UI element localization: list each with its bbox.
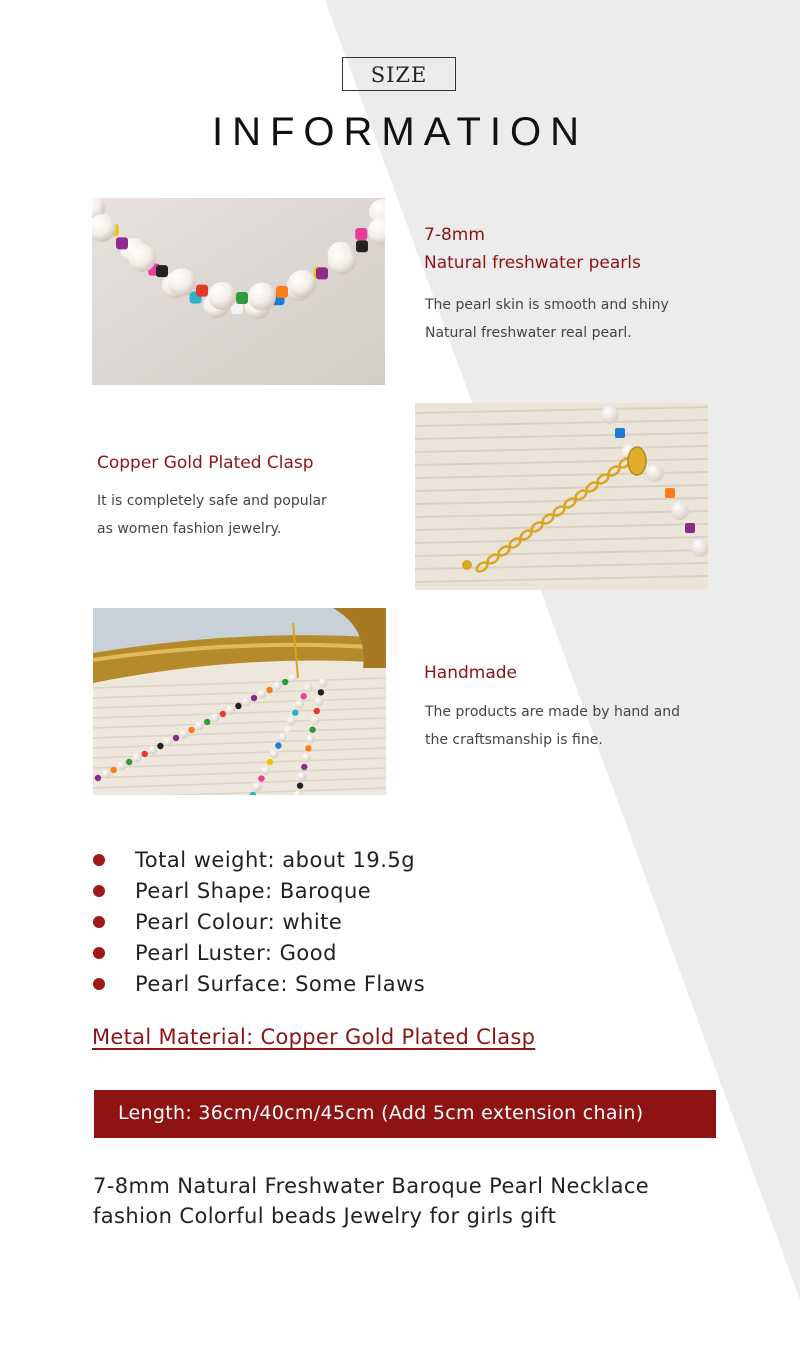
metal-material-text: Metal Material: Copper Gold Plated Clasp bbox=[92, 1025, 536, 1049]
bullet-icon bbox=[93, 947, 105, 959]
page-title: INFORMATION bbox=[211, 110, 588, 154]
necklace-with-mirror-image bbox=[93, 608, 386, 795]
section1-body-line1: The pearl skin is smooth and shiny bbox=[425, 297, 669, 313]
length-banner: Length: 36cm/40cm/45cm (Add 5cm extension chain) bbox=[94, 1090, 716, 1138]
section1-title: Natural freshwater pearls bbox=[424, 253, 641, 273]
section2-body-line1: It is completely safe and popular bbox=[97, 493, 327, 509]
bullet-icon bbox=[93, 885, 105, 897]
section2-body-line2: as women fashion jewelry. bbox=[97, 521, 282, 537]
spec-list bbox=[92, 845, 425, 1000]
list-item: Pearl Colour: white bbox=[92, 907, 425, 938]
pearl-necklace-closeup-image bbox=[92, 198, 385, 385]
section1-body-line2: Natural freshwater real pearl. bbox=[425, 325, 632, 341]
description-line1: 7-8mm Natural Freshwater Baroque Pearl Necklace bbox=[93, 1174, 650, 1198]
list-item: Pearl Luster: Good bbox=[92, 938, 425, 969]
product-description bbox=[93, 1171, 733, 1231]
bullet-icon bbox=[93, 916, 105, 928]
section3-title: Handmade bbox=[424, 663, 517, 683]
section1-title-size: 7-8mm bbox=[424, 225, 485, 245]
list-item: Total weight: about 19.5g bbox=[92, 845, 425, 876]
section3-body-line2: the craftsmanship is fine. bbox=[425, 732, 603, 748]
section3-body-line1: The products are made by hand and bbox=[425, 704, 680, 720]
list-item: Pearl Surface: Some Flaws bbox=[92, 969, 425, 1000]
section2-title: Copper Gold Plated Clasp bbox=[97, 453, 314, 473]
list-item: Pearl Shape: Baroque bbox=[92, 876, 425, 907]
bullet-icon bbox=[93, 854, 105, 866]
bullet-icon bbox=[93, 978, 105, 990]
description-line2: fashion Colorful beads Jewelry for girls gift bbox=[93, 1204, 557, 1228]
gold-clasp-chain-image bbox=[415, 403, 708, 590]
size-label: SIZE bbox=[342, 57, 456, 91]
